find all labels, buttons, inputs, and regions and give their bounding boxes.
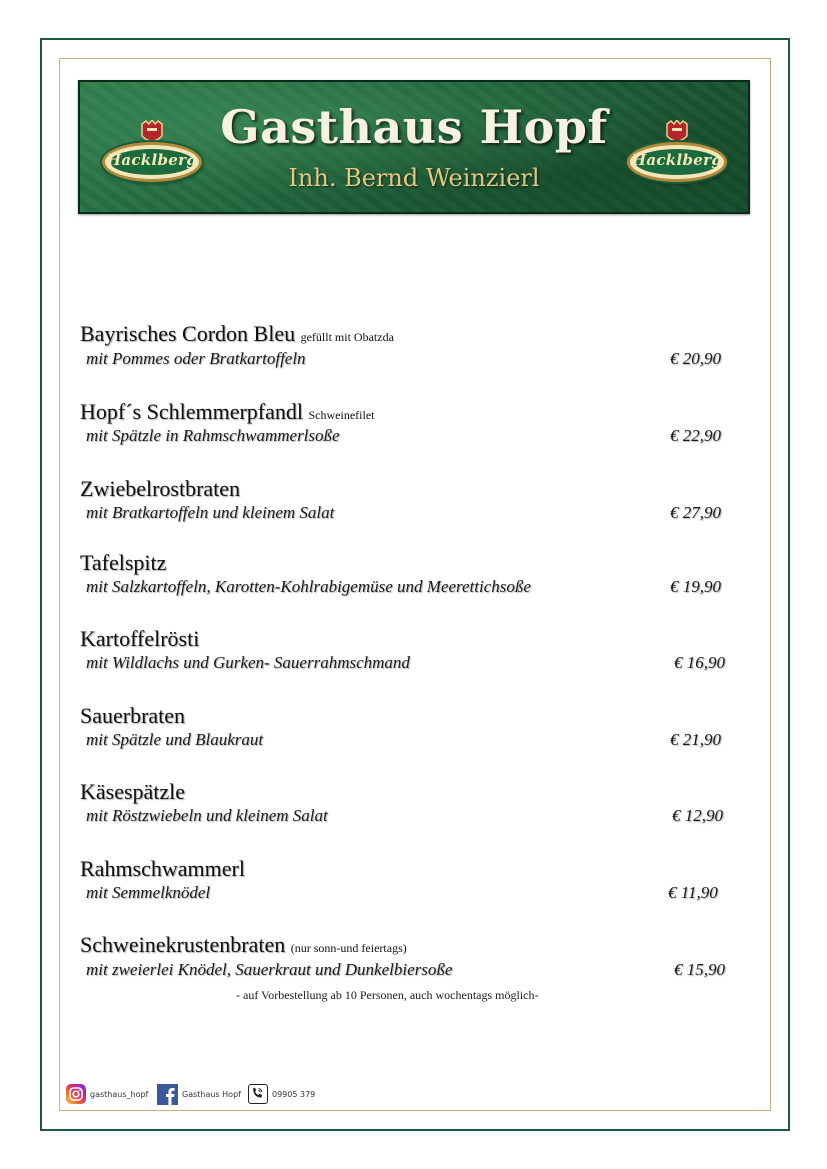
dish-description: mit Bratkartoffeln und kleinem Salat [86, 503, 335, 522]
dish-price: € 16,90 [674, 653, 725, 672]
instagram-handle: gasthaus_hopf [90, 1089, 149, 1099]
owner-subtitle: Inh. Bernd Weinzierl [288, 164, 540, 192]
dish-note: gefüllt mit Obatzda [300, 330, 394, 344]
dish-name: Tafelspitz [80, 550, 167, 575]
instagram-link[interactable] [66, 1083, 148, 1105]
dish-description: mit Salzkartoffeln, Karotten-Kohlrabigemüse und Meerettichsoße [86, 577, 531, 596]
logo-text: Hacklberg [106, 151, 198, 169]
dish-price: € 12,90 [672, 806, 723, 825]
hacklberg-logo-right [627, 122, 727, 184]
phone-icon [248, 1084, 268, 1104]
dish-price: € 22,90 [670, 426, 721, 445]
dish-description: mit Röstzwiebeln und kleinem Salat [86, 806, 328, 825]
phone-number: 09905 379 [272, 1089, 316, 1099]
dish-description: mit Wildlachs und Gurken- Sauerrahmschmand [86, 653, 410, 672]
phone-link[interactable] [248, 1083, 315, 1105]
dish-note: (nur sonn-und feiertags) [290, 941, 407, 955]
instagram-icon [66, 1084, 86, 1104]
dish-price: € 21,90 [670, 730, 721, 749]
facebook-icon [157, 1084, 178, 1105]
dish-description: mit Spätzle und Blaukraut [86, 730, 264, 749]
dish-price: € 27,90 [670, 503, 721, 522]
dish-name: Schweinekrustenbraten (nur sonn-und feiertags) [80, 932, 407, 957]
dish-description: mit Semmelknödel [86, 883, 211, 902]
dish-note: Schweinefilet [308, 408, 375, 422]
dish-name: Zwiebelrostbraten [80, 476, 241, 501]
facebook-page-name: Gasthaus Hopf [182, 1089, 241, 1099]
dish-description: mit Pommes oder Bratkartoffeln [86, 349, 306, 368]
dish-name: Bayrisches Cordon Bleu gefüllt mit Obatzda [80, 321, 394, 346]
logo-text: Hacklberg [631, 151, 723, 169]
header-banner [78, 80, 750, 214]
restaurant-title: Gasthaus Hopf [220, 100, 608, 154]
dish-description: mit Spätzle in Rahmschwammerlsoße [86, 426, 340, 445]
dish-name: Sauerbraten [80, 703, 186, 728]
dish-price: € 11,90 [668, 883, 718, 902]
preorder-note: - auf Vorbestellung ab 10 Personen, auch wochentags möglich- [236, 988, 539, 1002]
dish-name: Käsespätzle [80, 779, 186, 804]
dish-name: Hopf´s Schlemmerpfandl Schweinefilet [80, 399, 375, 424]
dish-name: Rahmschwammerl [80, 856, 245, 881]
facebook-link[interactable] [157, 1083, 241, 1105]
dish-name: Kartoffelrösti [80, 626, 200, 651]
dish-description: mit zweierlei Knödel, Sauerkraut und Dunkelbiersoße [86, 960, 453, 979]
dish-price: € 15,90 [674, 960, 725, 979]
dish-price: € 19,90 [670, 577, 721, 596]
dish-price: € 20,90 [670, 349, 721, 368]
